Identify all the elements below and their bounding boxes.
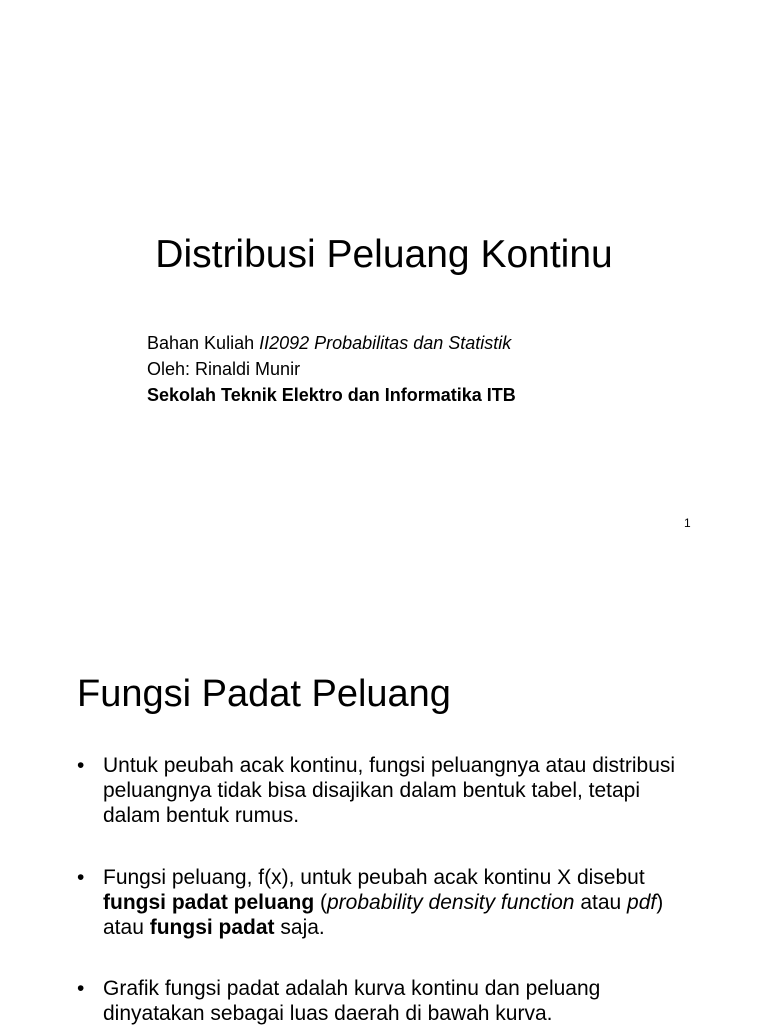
section-title: Fungsi Padat Peluang [77,673,451,715]
course-prefix: Bahan Kuliah [147,333,260,353]
text-run: Fungsi peluang, f(x), untuk peubah acak kontinu X disebut [103,866,645,889]
institution-line: Sekolah Teknik Elektro dan Informatika ITB [147,385,516,405]
bullet-text: Grafik fungsi padat adalah kurva kontinu dan peluang dinyatakan sebagai luas daerah di bawah kurva. [103,977,601,1025]
bullet-dot: • [77,866,85,889]
bullet-item [77,976,697,1026]
text-run: atau [574,891,628,914]
bullet-text: Untuk peubah acak kontinu, fungsi peluangnya atau distribusi peluangnya tidak bisa disajikan dalam bentuk tabel, tetapi dalam bentuk rumus. [103,754,676,827]
term-italic: probability density function [327,891,575,914]
term-italic: pdf [627,891,657,914]
slide-subtitle-block [147,330,516,408]
page-number: 1 [684,516,691,530]
author-line: Oleh: Rinaldi Munir [147,359,301,379]
bullet-text [103,865,697,940]
course-name: II2092 Probabilitas dan Statistik [259,333,512,353]
course-line [147,330,516,356]
text-run: ( [314,891,327,914]
bullet-item [77,865,697,940]
term-bold: fungsi padat [149,916,275,939]
text-run: saja. [274,916,325,939]
bullet-dot: • [77,754,85,777]
text-run: ) atau [103,891,664,939]
bullet-dot: • [77,977,85,1000]
bullet-item [77,753,697,828]
term-bold: fungsi padat peluang [103,891,315,914]
slide-title: Distribusi Peluang Kontinu [155,233,613,276]
